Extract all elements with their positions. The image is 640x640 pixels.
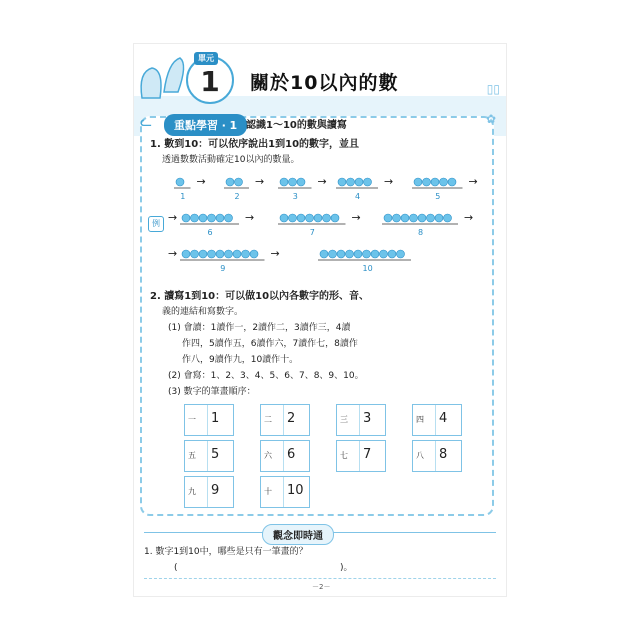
bead — [216, 214, 224, 222]
bead — [233, 250, 241, 258]
bead — [250, 250, 258, 258]
section2-line1: 2. 讀寫1到10：可以做10以內各數字的形、音、 — [150, 291, 370, 302]
bead — [401, 214, 409, 222]
stroke-cell-char: 五 — [188, 451, 196, 460]
arrow-icon: → — [270, 247, 280, 260]
key-point-title: 認識1～10的數與讀寫 — [246, 120, 347, 131]
stroke-cell — [260, 440, 310, 472]
bead — [216, 250, 224, 258]
stroke-cell-char: 三 — [340, 415, 348, 424]
stroke-cell-digit: 10 — [287, 483, 304, 498]
bead — [314, 214, 322, 222]
bead — [176, 178, 184, 186]
bead-count-label: 7 — [309, 228, 315, 237]
bead — [435, 214, 443, 222]
bead — [235, 178, 243, 186]
bead — [346, 250, 354, 258]
stroke-cell-char: 七 — [340, 451, 348, 460]
bead — [289, 178, 297, 186]
stroke-cell-divider — [283, 405, 284, 435]
bead — [448, 178, 456, 186]
stroke-cell-digit: 7 — [363, 447, 372, 462]
bead — [199, 214, 207, 222]
write-line: (2) 會寫：1、2、3、4、5、6、7、8、9、10。 — [168, 371, 364, 381]
bead-count-label: 9 — [220, 264, 226, 273]
read-line-3: 作八，9讀作九，10讀作十。 — [182, 355, 299, 365]
stroke-cell-divider — [435, 441, 436, 471]
stroke-cell — [336, 404, 386, 436]
bead-count-label: 4 — [355, 192, 361, 201]
bead — [306, 214, 314, 222]
bead — [182, 214, 190, 222]
section1-line1: 1. 數到10：可以依序說出1到10的數字，並且 — [150, 139, 360, 150]
page-title: 關於10以內的數 — [250, 72, 399, 94]
section2-line2: 義的連結和寫數字。 — [162, 307, 244, 317]
read-line-1: (1) 會讀：1讀作一，2讀作二，3讀作三，4讀 — [168, 323, 351, 333]
bead — [182, 250, 190, 258]
bead — [208, 250, 216, 258]
stroke-cell-digit: 1 — [211, 411, 220, 426]
bead — [363, 250, 371, 258]
concept-question: 1. 數字1到10中，哪些是只有一筆畫的？ — [144, 547, 308, 557]
bead-count-label: 10 — [362, 264, 373, 273]
bead — [331, 214, 339, 222]
arrow-icon: → — [384, 175, 394, 188]
bead-count-label: 5 — [435, 192, 441, 201]
arrow-icon: → — [317, 175, 327, 188]
arrow-icon: → — [168, 247, 178, 260]
stroke-cell-digit: 2 — [287, 411, 296, 426]
bead — [410, 214, 418, 222]
bead — [225, 250, 233, 258]
bead — [329, 250, 337, 258]
bead — [384, 214, 392, 222]
answer-open: ( — [174, 563, 178, 573]
bead — [337, 250, 345, 258]
bead — [354, 250, 362, 258]
stroke-cell-digit: 6 — [287, 447, 296, 462]
bead — [355, 178, 363, 186]
bead — [414, 178, 422, 186]
bead — [289, 214, 297, 222]
cat-icon: ᓚ — [140, 114, 152, 130]
stroke-cell-digit: 3 — [363, 411, 372, 426]
key-point-tab: 重點學習 ‧ 1 — [164, 114, 247, 136]
bead — [297, 178, 305, 186]
bead — [280, 214, 288, 222]
bead-count-label: 8 — [418, 228, 424, 237]
building-icon: ▯▯ — [486, 82, 500, 96]
bead — [380, 250, 388, 258]
bead — [397, 250, 405, 258]
stroke-cell-digit: 9 — [211, 483, 220, 498]
bead — [427, 214, 435, 222]
stroke-cell-char: 二 — [264, 415, 272, 424]
bead — [393, 214, 401, 222]
stroke-cell — [260, 476, 310, 508]
bead — [242, 250, 250, 258]
arrow-icon: → — [351, 211, 361, 224]
bead-count-label: 1 — [180, 192, 186, 201]
bead — [364, 178, 372, 186]
stroke-cell-char: 六 — [264, 451, 272, 460]
stroke-cell-digit: 8 — [439, 447, 448, 462]
bead — [440, 178, 448, 186]
stroke-cell — [184, 476, 234, 508]
stroke-cell — [184, 404, 234, 436]
answer-close: )。 — [340, 563, 353, 573]
page-number: －2－ — [312, 583, 331, 591]
arrow-icon: → — [168, 211, 178, 224]
bead — [444, 214, 452, 222]
bead-count-label: 3 — [292, 192, 298, 201]
unit-number: 1 — [200, 65, 220, 98]
bead — [191, 250, 199, 258]
concept-tab: 觀念即時通 — [262, 524, 334, 545]
bead — [423, 178, 431, 186]
bead — [226, 178, 234, 186]
stroke-cell-divider — [359, 405, 360, 435]
stroke-cell-char: 四 — [416, 415, 424, 424]
stroke-cell-divider — [435, 405, 436, 435]
stroke-cell-divider — [207, 441, 208, 471]
bead — [418, 214, 426, 222]
bead — [297, 214, 305, 222]
stroke-cell — [336, 440, 386, 472]
stroke-cell — [412, 404, 462, 436]
bead — [320, 250, 328, 258]
example-badge: 例 — [148, 216, 164, 232]
stroke-cell-divider — [283, 477, 284, 507]
bead — [323, 214, 331, 222]
stroke-cell-divider — [207, 405, 208, 435]
bead — [347, 178, 355, 186]
arrow-icon: → — [255, 175, 265, 188]
bead — [431, 178, 439, 186]
footer-line — [144, 578, 496, 580]
bead — [199, 250, 207, 258]
stroke-cell-char: 一 — [188, 415, 196, 424]
stroke-cell — [412, 440, 462, 472]
unit-tag: 單元 — [194, 52, 218, 65]
bead-diagram — [134, 44, 506, 284]
stroke-cell — [184, 440, 234, 472]
arrow-icon: → — [464, 211, 474, 224]
arrow-icon: → — [196, 175, 206, 188]
workbook-page — [134, 44, 506, 596]
stroke-cell — [260, 404, 310, 436]
read-line-2: 作四，5讀作五，6讀作六，7讀作七，8讀作 — [182, 339, 358, 349]
bead — [338, 178, 346, 186]
bead — [388, 250, 396, 258]
stroke-cell-divider — [207, 477, 208, 507]
section1-line2: 透過數數活動確定10以內的數量。 — [162, 155, 300, 165]
stroke-cell-char: 九 — [188, 487, 196, 496]
bead-count-label: 2 — [234, 192, 240, 201]
stroke-cell-char: 十 — [264, 487, 272, 496]
stroke-cell-char: 八 — [416, 451, 424, 460]
bead — [280, 178, 288, 186]
stroke-cell-digit: 5 — [211, 447, 220, 462]
stroke-cell-divider — [359, 441, 360, 471]
bead — [208, 214, 216, 222]
bead-count-label: 6 — [207, 228, 213, 237]
stroke-cell-divider — [283, 441, 284, 471]
paw-icon: ✿ — [485, 112, 496, 126]
order-line: (3) 數字的筆畫順序： — [168, 387, 256, 397]
bead — [225, 214, 233, 222]
bead — [191, 214, 199, 222]
stroke-cell-digit: 4 — [439, 411, 448, 426]
arrow-icon: → — [468, 175, 478, 188]
bead — [371, 250, 379, 258]
arrow-icon: → — [245, 211, 255, 224]
